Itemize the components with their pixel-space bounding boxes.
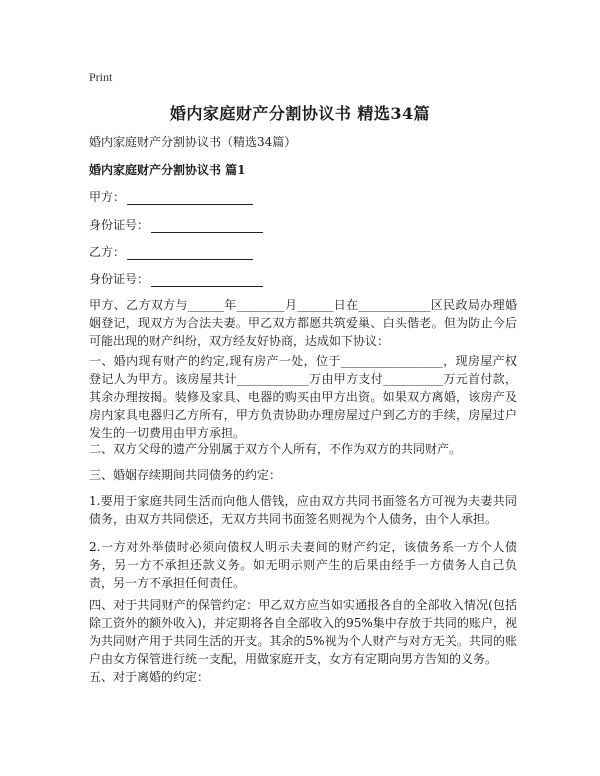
print-label: Print: [89, 70, 113, 84]
party-a-blank: [127, 190, 253, 205]
section-heading: 婚内家庭财产分割协议书 篇1: [89, 163, 246, 177]
paragraph-5: 五、对于离婚的约定：: [89, 670, 210, 684]
id-a-label: 身份证号：: [89, 218, 150, 232]
id-b-field: [89, 270, 263, 287]
party-b-field: [89, 243, 253, 260]
paragraph-1: 一、婚内现有财产的约定,现有房产一处，位于_________________，现房屋产权登记人为甲方。该房屋共计____________万由甲方支付__________万元首付款，其余办理按揭。装修及家具、电器的购买由甲方出资。如果双方离婚，该房产及房内家具电器归乙方所有，甲方负责协助办理房屋过户到乙方的手续，房屋过户发生的一切费用由甲方承担。: [89, 354, 517, 440]
id-a-blank: [151, 218, 263, 233]
paragraph-4: 四、对于共同财产的保管约定：甲乙双方应当如实通报各自的全部收入情况(包括除工资外的额外收入)，并定期将各自全部收入的95%集中存放于共同的账户，视为共同财产用于共同生活的开支。其余的5%视为个人财产与对方无关。共同的账户由女方保管进行统一支配，用做家庭开支，女方有定期向男方告知的义务。: [89, 598, 517, 666]
party-b-label: 乙方：: [89, 245, 126, 259]
id-b-label: 身份证号：: [89, 272, 150, 286]
document-title: 婚内家庭财产分割协议书 精选34篇: [169, 104, 431, 123]
party-b-blank: [127, 245, 253, 260]
paragraph-3-2: 2.一方对外举债时必须向债权人明示夫妻间的财产约定，该债务系一方个人债务，另一方不承担还款义务。如无明示则产生的后果由经手一方债务人自己负责，另一方不承担任何责任。: [89, 540, 517, 590]
paragraph-intro: 甲方、乙方双方与______年________月______日在____________区民政局办理婚姻登记，现双方为合法夫妻。甲乙双方都愿共筑爱巢、白头偕老。但为防止今后可能出现的财产纠纷，双方经友好协商，达成如下协议：: [89, 298, 517, 348]
paragraph-3: 三、婚姻存续期间共同债务的约定：: [89, 468, 282, 482]
id-b-blank: [151, 272, 263, 287]
paragraph-3-1: 1.要用于家庭共同生活而向他人借钱，应由双方共同书面签名方可视为夫妻共同债务，由双方共同偿还，无双方共同书面签名则视为个人债务，由个人承担。: [89, 494, 517, 526]
document-subtitle: 婚内家庭财产分割协议书（精选34篇）: [89, 135, 297, 149]
party-a-field: [89, 188, 253, 205]
id-a-field: [89, 216, 263, 233]
party-a-label: 甲方：: [89, 190, 126, 204]
paragraph-2: 二、双方父母的遗产分别属于双方个人所有，不作为双方的共同财产。: [89, 442, 462, 456]
